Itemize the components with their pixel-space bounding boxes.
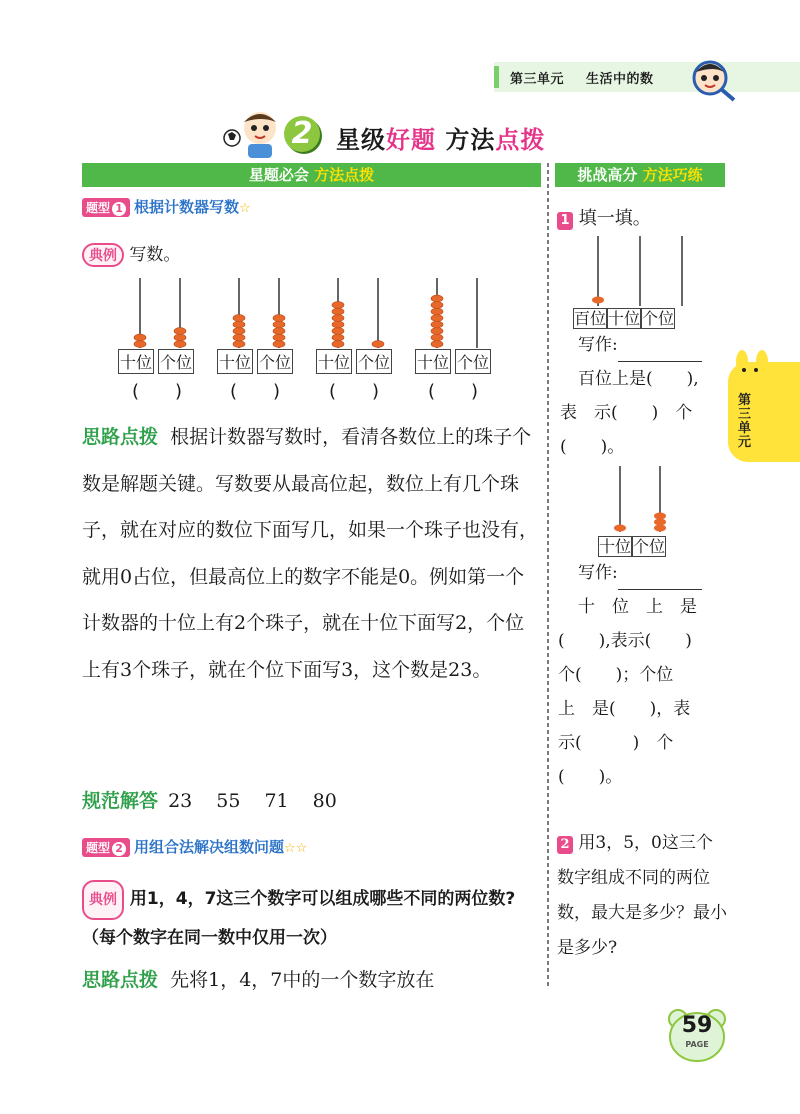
example-tag: 典例 bbox=[82, 243, 124, 267]
counter-bead bbox=[431, 328, 443, 335]
q1-b-line1: 十 位 上 是 bbox=[578, 597, 697, 617]
counter-bead bbox=[273, 334, 285, 341]
counter-label-ten: 十位 bbox=[217, 349, 253, 374]
magnifier-mascot-icon bbox=[690, 56, 738, 104]
rabbit-ears-icon bbox=[732, 348, 772, 376]
bead bbox=[614, 525, 626, 532]
counter-labels-row: 百位 十位 个位 bbox=[574, 309, 675, 328]
counter-label-one: 个位 bbox=[257, 349, 293, 374]
section-number-badge: 2 bbox=[284, 116, 320, 152]
abacus-two-digit bbox=[598, 466, 688, 532]
example-tag: 典例 bbox=[82, 880, 124, 920]
counter-bead bbox=[273, 315, 285, 322]
side-tab-text: 第三单元 bbox=[738, 393, 752, 450]
q1-b-line4: 上 是( )，表 bbox=[558, 699, 691, 719]
type-title: 根据计数器写数 bbox=[134, 198, 240, 216]
abacus-three-digit bbox=[570, 236, 710, 306]
q1-b-line5: 示( ) 个 bbox=[558, 733, 674, 753]
counter-bead bbox=[273, 328, 285, 335]
answer-blank[interactable]: ( ) bbox=[230, 381, 281, 402]
unit-side-tab[interactable] bbox=[728, 362, 800, 462]
example-1: 典例 写数。 bbox=[82, 240, 180, 267]
q1-a-line3: ( )。 bbox=[560, 437, 625, 457]
star-icon: ☆ bbox=[239, 201, 251, 216]
answer-blank[interactable]: ( ) bbox=[428, 381, 479, 402]
counter-bead bbox=[431, 315, 443, 322]
page-label: PAGE bbox=[685, 1040, 709, 1049]
counter-bead bbox=[431, 341, 443, 348]
analysis-heading: 思路点拨 bbox=[82, 426, 159, 448]
q1-a-line1: 百位上是( ), bbox=[578, 369, 699, 389]
counter-labels-row: 十位 个位 bbox=[599, 537, 666, 556]
section-banner-left: 星题必会 方法点拨 bbox=[82, 163, 541, 187]
counter-bead bbox=[233, 341, 245, 348]
write-label: 写作: bbox=[578, 328, 702, 362]
bead bbox=[592, 297, 604, 304]
question-number: 1 bbox=[557, 212, 573, 230]
q1-a-line2: 表 示( ) 个 bbox=[560, 403, 693, 423]
counter-label-one: 个位 bbox=[158, 349, 194, 374]
counter-bead bbox=[332, 328, 344, 335]
counter-bead bbox=[174, 328, 186, 335]
star-icon: ☆☆ bbox=[284, 841, 308, 856]
counter-bead bbox=[332, 308, 344, 315]
standard-answer: 规范解答 23 55 71 80 bbox=[82, 790, 337, 812]
page-number: 59 bbox=[681, 1013, 713, 1038]
counter-bead bbox=[332, 334, 344, 341]
example-2: 典例 用1，4，7这三个数字可以组成哪些不同的两位数?（每个数字在同一数中仅用一次） bbox=[82, 880, 542, 956]
section-banner-right: 挑战高分 方法巧练 bbox=[555, 163, 725, 187]
boy-mascot-icon bbox=[222, 102, 282, 160]
bead bbox=[654, 525, 666, 532]
counter-bead bbox=[233, 321, 245, 328]
counter-bead bbox=[431, 308, 443, 315]
counter-bead bbox=[134, 334, 146, 341]
counter-label-one: 个位 bbox=[455, 349, 491, 374]
analysis-text: 根据计数器写数时，看清各数位上的珠子个数是解题关键。写数要从最高位起，数位上有几个珠子，就在对应的数位下面写几，如果一个珠子也没有，就用0占位，但最高位上的数字不能是0。例如第一个计数器的十位上有2个珠子，就在十位下面写2，个位上有3个珠子，就在个位下面写3，这个数是23。 bbox=[82, 426, 539, 681]
column-divider bbox=[547, 163, 549, 988]
answer-value: 23 bbox=[168, 790, 193, 812]
type-tag: 题型 2 bbox=[82, 838, 130, 857]
counter-bead bbox=[332, 341, 344, 348]
q1-b-line6: ( )。 bbox=[558, 767, 623, 787]
page-title: 星级好题 方法点拨 bbox=[336, 126, 546, 154]
counter-bead bbox=[431, 321, 443, 328]
answer-value: 80 bbox=[312, 790, 337, 812]
counter-bead bbox=[431, 295, 443, 302]
question-1-head: 1 填一填。 bbox=[557, 204, 651, 230]
question-2: 2 用3，5，0这三个数字组成不同的两位数，最大是多少？最小是多少? bbox=[557, 833, 727, 958]
counter-bead bbox=[233, 328, 245, 335]
question-number: 2 bbox=[557, 836, 573, 854]
counter-bead bbox=[332, 315, 344, 322]
q1-b-line3: 个( )；个位 bbox=[558, 665, 674, 685]
counter-bead bbox=[372, 341, 384, 348]
counter-bead bbox=[332, 302, 344, 309]
bead bbox=[654, 519, 666, 526]
question-type-1-header bbox=[82, 196, 251, 217]
counter-bead bbox=[431, 302, 443, 309]
analysis-2: 思路点拨 先将1，4，7中的一个数字放在 bbox=[82, 969, 435, 991]
counter-bead bbox=[431, 334, 443, 341]
q1-b-line2: ( ),表示( ) bbox=[558, 631, 692, 651]
answer-line[interactable] bbox=[618, 345, 702, 362]
counter-label-ten: 十位 bbox=[316, 349, 352, 374]
answer-value: 71 bbox=[264, 790, 289, 812]
answer-blank[interactable]: ( ) bbox=[329, 381, 380, 402]
unit-header bbox=[494, 62, 800, 92]
counter-bead bbox=[233, 315, 245, 322]
counter-bead bbox=[273, 341, 285, 348]
bead bbox=[654, 513, 666, 520]
type-title: 用组合法解决组数问题 bbox=[134, 838, 285, 856]
counter-bead bbox=[134, 341, 146, 348]
counter-label-one: 个位 bbox=[356, 349, 392, 374]
unit-label: 第三单元 bbox=[510, 72, 565, 87]
write-label: 写作: bbox=[578, 556, 702, 590]
question-type-2-header bbox=[82, 836, 307, 857]
counter-bead bbox=[174, 334, 186, 341]
type-tag: 题型 1 bbox=[82, 198, 130, 217]
counter-label-ten: 十位 bbox=[118, 349, 154, 374]
counter-bead bbox=[332, 321, 344, 328]
counter-bead bbox=[233, 334, 245, 341]
analysis-1 bbox=[82, 414, 540, 693]
answer-line[interactable] bbox=[618, 573, 702, 590]
counter-label-ten: 十位 bbox=[415, 349, 451, 374]
answer-value: 55 bbox=[216, 790, 241, 812]
counter-bead bbox=[273, 321, 285, 328]
unit-title: 生活中的数 bbox=[586, 72, 654, 87]
answer-blank[interactable]: ( ) bbox=[132, 381, 183, 402]
counter-bead bbox=[174, 341, 186, 348]
